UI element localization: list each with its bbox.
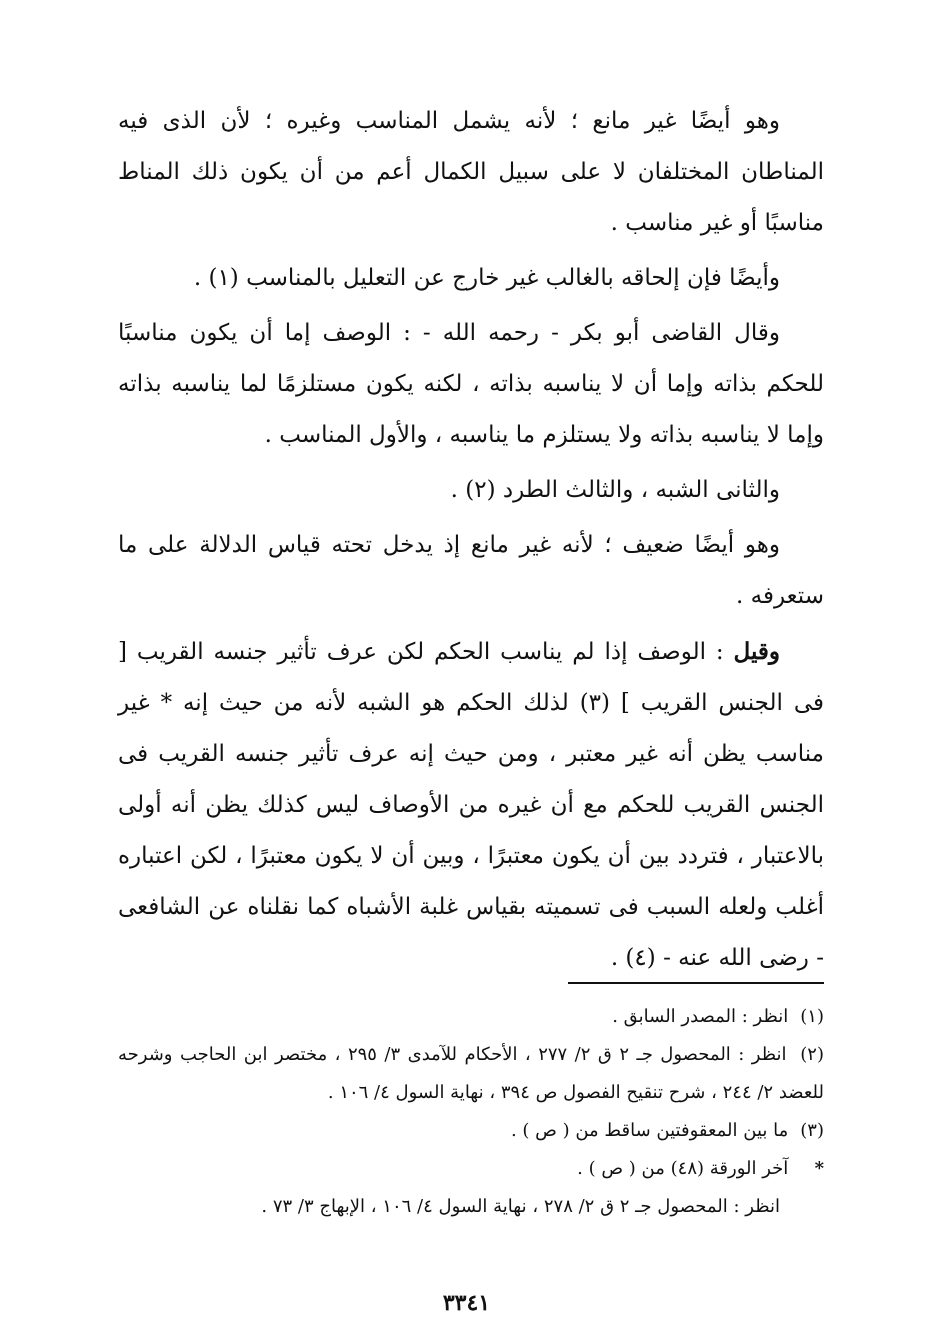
paragraph-1-text: وهو أيضًا غير مانع ؛ لأنه يشمل المناسب وغيره ؛ لأن الذى فيه المناطان المختلفان لا على سبيل الكمال أعم من أن يكون ذلك المناط مناسبًا أو غير مناسب . bbox=[118, 108, 824, 236]
paragraph-5 bbox=[118, 520, 824, 622]
main-text bbox=[118, 96, 824, 984]
footnotes bbox=[118, 998, 824, 1226]
footnote-2-number: (٢) bbox=[800, 1044, 824, 1065]
footnote-1-text: انظر : المصدر السابق . bbox=[612, 1006, 789, 1027]
paragraph-3 bbox=[118, 308, 824, 461]
footnote-separator bbox=[568, 982, 824, 984]
page-number: ٣٣٤١ bbox=[442, 1290, 491, 1316]
footnote-star-mark: * bbox=[814, 1158, 824, 1179]
footnote-3 bbox=[118, 1112, 824, 1150]
footnote-star-text: آخر الورقة (٤٨) من ( ص ) . bbox=[577, 1158, 789, 1179]
footnote-2 bbox=[118, 1036, 824, 1112]
paragraph-4-text: والثانى الشبه ، والثالث الطرد (٢) . bbox=[450, 477, 780, 503]
paragraph-1 bbox=[118, 96, 824, 249]
footnote-3-text: ما بين المعقوفتين ساقط من ( ص ) . bbox=[510, 1120, 789, 1141]
paragraph-5-text: وهو أيضًا ضعيف ؛ لأنه غير مانع إذ يدخل تحته قياس الدلالة على ما ستعرفه . bbox=[118, 532, 824, 609]
footnote-2-text: انظر : المحصول جـ ٢ ق ٢/ ٢٧٧ ، الأحكام للآمدى ٣/ ٢٩٥ ، مختصر ابن الحاجب وشرحه للعضد ٢/ ٢٤٤ ، شرح تنقيح الفصول ص ٣٩٤ ، نهاية السول ٤/ ١٠٦ . bbox=[118, 1044, 824, 1103]
footnote-star bbox=[118, 1150, 824, 1188]
paragraph-4 bbox=[118, 465, 824, 516]
paragraph-2 bbox=[118, 253, 824, 304]
paragraph-2-text: وأيضًا فإن إلحاقه بالغالب غير خارج عن التعليل بالمناسب (١) . bbox=[193, 265, 780, 291]
paragraph-6-text: : الوصف إذا لم يناسب الحكم لكن عرف تأثير جنسه القريب [ فى الجنس القريب ] (٣) لذلك الحكم هو الشبه لأنه من حيث إنه * غير مناسب يظن أنه غير معتبر ، ومن حيث إنه عرف تأثير جنسه القريب فى الجنس القريب للحكم مع أن غيره من الأوصاف ليس كذلك يظن أنه أولى بالاعتبار ، فتردد بين أن يكون معتبرًا ، وبين أن لا يكون معتبرًا ، لكن اعتباره أغلب ولعله السبب فى تسميته بقياس غلبة الأشباه كما نقلناه عن الشافعى - رضى الله عنه - (٤) . bbox=[118, 639, 824, 971]
footnote-4-text: انظر : المحصول جـ ٢ ق ٢/ ٢٧٨ ، نهاية السول ٤/ ١٠٦ ، الإبهاج ٣/ ٧٣ . bbox=[261, 1196, 780, 1217]
footnote-3-number: (٣) bbox=[800, 1120, 824, 1141]
paragraph-6 bbox=[118, 626, 824, 984]
footnote-1-number: (١) bbox=[800, 1006, 824, 1027]
footnote-4 bbox=[118, 1188, 824, 1226]
paragraph-3-text: وقال القاضى أبو بكر - رحمه الله - : الوصف إما أن يكون مناسبًا للحكم بذاته وإما أن لا يناسبه بذاته ، لكنه يكون مستلزمًا لما يناسبه بذاته وإما لا يناسبه بذاته ولا يستلزم ما يناسبه ، والأول المناسب . bbox=[118, 320, 824, 448]
footnote-1 bbox=[118, 998, 824, 1036]
paragraph-6-lead: وقيل bbox=[733, 638, 780, 665]
